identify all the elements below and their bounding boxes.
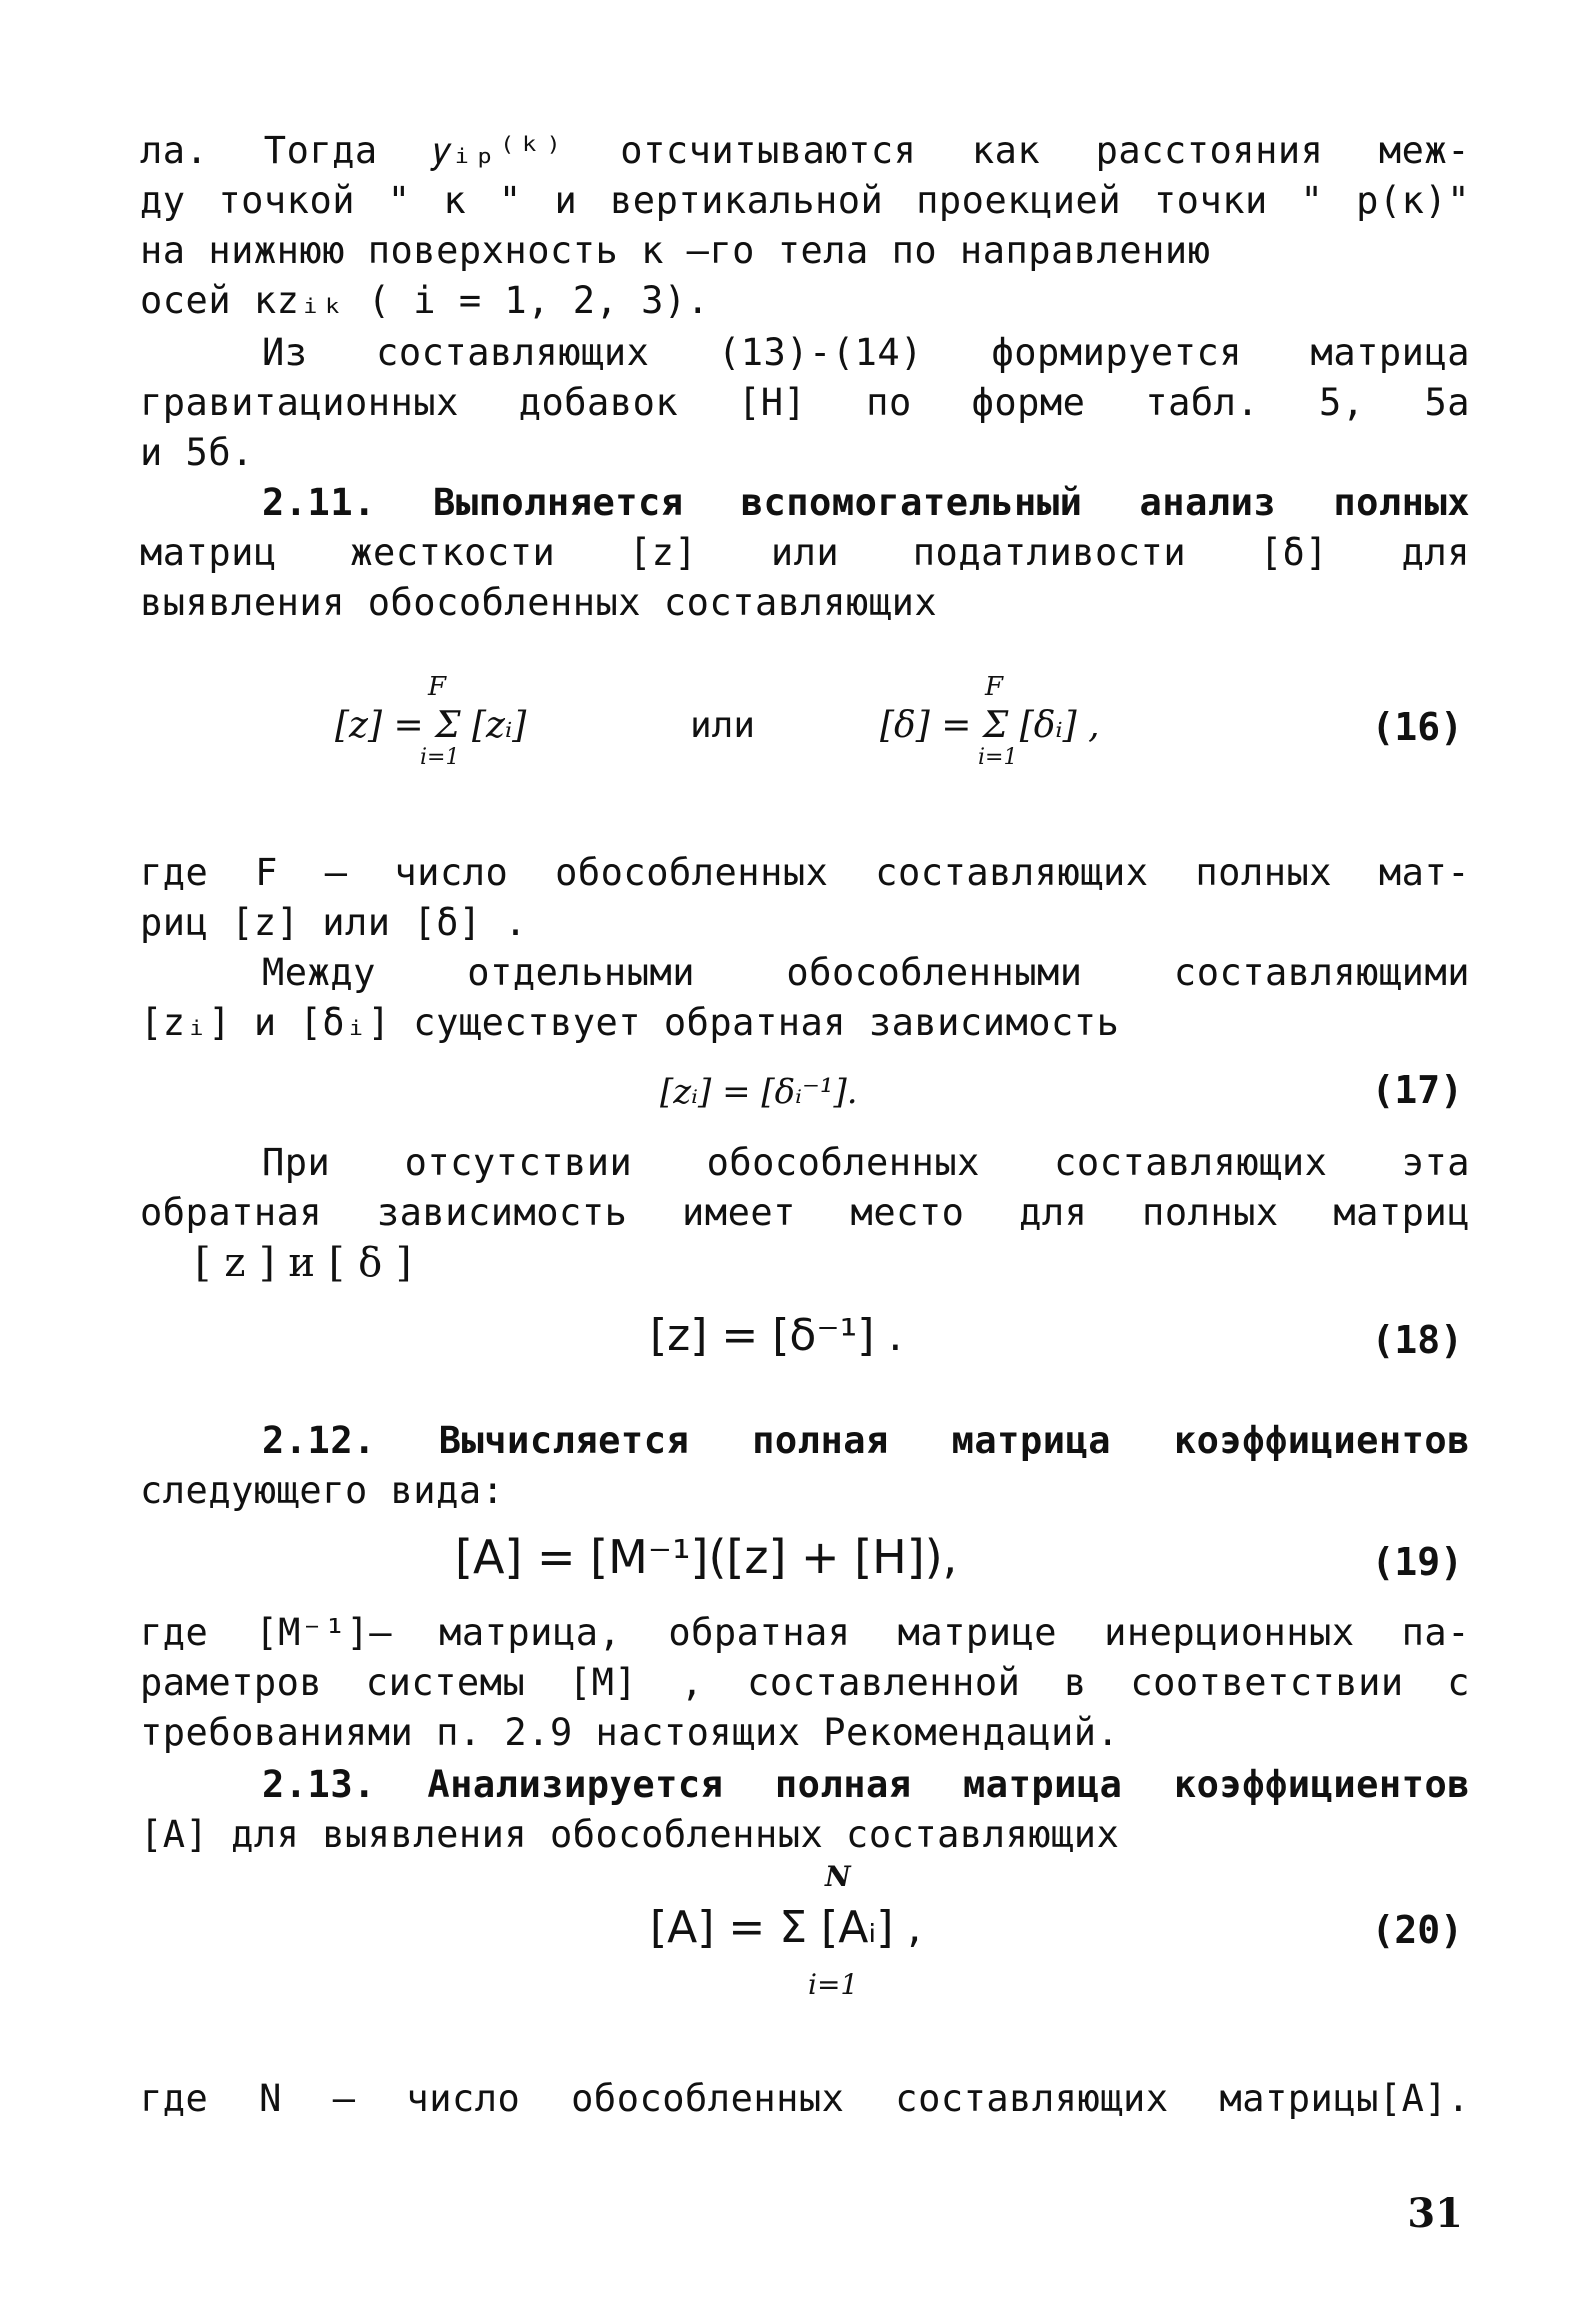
- text-line: осей кzᵢₖ ( i = 1, 2, 3).: [140, 279, 710, 322]
- text-line: Между отдельными обособленными составляющими: [262, 951, 1470, 994]
- equation-16-right: [δ] = Σ [δᵢ] ,: [880, 705, 1100, 746]
- equation-19-number: (19): [1371, 1540, 1463, 1584]
- equation-16-left: [z] = Σ [zᵢ]: [335, 705, 527, 746]
- equation-19: [A] = [M⁻¹]([z] + [H]),: [455, 1530, 958, 1584]
- text-line: обратная зависимость имеет место для полных матриц: [140, 1191, 1470, 1234]
- equation-20-lower-limit: i=1: [808, 1968, 859, 2001]
- text-line: риц [z] или [δ] .: [140, 901, 528, 944]
- section-heading-2-11: 2.11. Выполняется вспомогательный анализ полных: [262, 481, 1470, 524]
- equation-16-left-upper-limit: F: [428, 672, 447, 702]
- text-line: При отсутствии обособленных составляющих эта: [262, 1141, 1470, 1184]
- equation-16-right-lower-limit: i=1: [978, 745, 1018, 770]
- text-line: на нижнюю поверхность к –го тела по направлению: [140, 229, 1211, 272]
- text-line: и 5б.: [140, 431, 254, 474]
- equation-18: [z] = [δ⁻¹] .: [650, 1310, 903, 1361]
- text-line: [A] для выявления обособленных составляющих: [140, 1813, 1120, 1856]
- text-line: матриц жесткости [z] или податливости [δ] для: [140, 531, 1470, 574]
- text-line: раметров системы [M] , составленной в соответствии с: [140, 1661, 1470, 1704]
- text-line: Из составляющих (13)-(14) формируется матрица: [262, 331, 1470, 374]
- text-line: где F – число обособленных составляющих полных мат-: [140, 851, 1470, 894]
- text-line: требованиями п. 2.9 настоящих Рекомендаций.: [140, 1711, 1120, 1754]
- text-line: где [M⁻¹]– матрица, обратная матрице инерционных па-: [140, 1611, 1470, 1654]
- equation-17: [zᵢ] = [δᵢ⁻¹].: [660, 1072, 858, 1112]
- text-line: [zᵢ] и [δᵢ] существует обратная зависимость: [140, 1001, 1120, 1044]
- equation-20-upper-limit: N: [825, 1860, 851, 1893]
- text-line: где N – число обособленных составляющих матрицы[A].: [140, 2077, 1470, 2120]
- equation-20-number: (20): [1371, 1908, 1463, 1952]
- text-line: следующего вида:: [140, 1469, 505, 1512]
- text-line: ла. Тогда 𝑦ᵢₚ⁽ᵏ⁾ отсчитываются как расстояния меж-: [140, 129, 1470, 172]
- equation-18-number: (18): [1371, 1318, 1463, 1362]
- section-heading-2-12: 2.12. Вычисляется полная матрица коэффициентов: [262, 1419, 1470, 1462]
- equation-20: [A] = Σ [Aᵢ] ,: [650, 1902, 922, 1953]
- equation-17-number: (17): [1371, 1068, 1463, 1112]
- equation-16-left-lower-limit: i=1: [420, 745, 460, 770]
- text-line: гравитационных добавок [H] по форме табл. 5, 5а: [140, 381, 1470, 424]
- text-line: ду точкой " к " и вертикальной проекцией точки " р(к)": [140, 179, 1470, 222]
- equation-16-right-upper-limit: F: [985, 672, 1004, 702]
- equation-16-or: или: [690, 705, 756, 746]
- section-heading-2-13: 2.13. Анализируется полная матрица коэффициентов: [262, 1763, 1470, 1806]
- page-number: 31: [1407, 2190, 1463, 2237]
- text-line: выявления обособленных составляющих: [140, 581, 938, 624]
- equation-16-number: (16): [1371, 705, 1463, 749]
- text-line: [ z ] и [ δ ]: [195, 1240, 413, 1286]
